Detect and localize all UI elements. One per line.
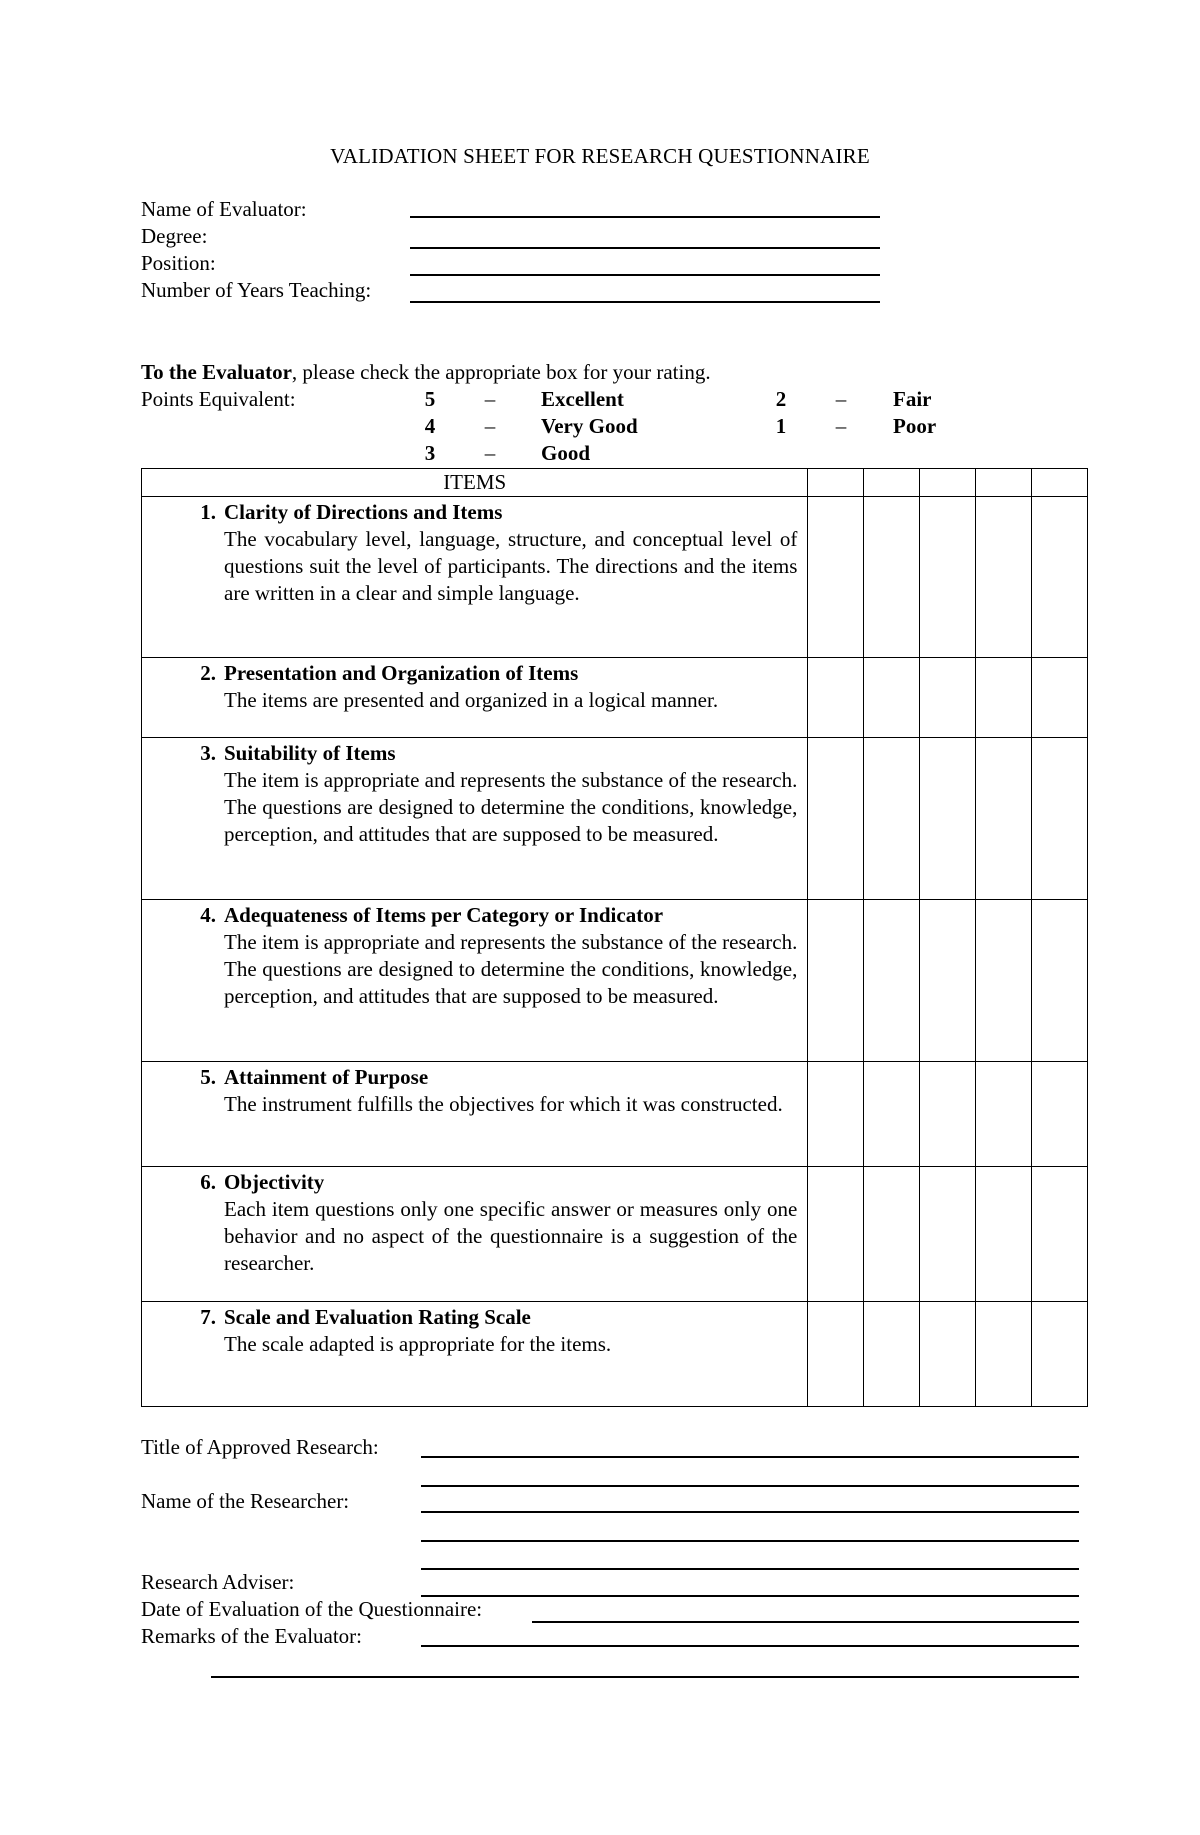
rating-checkbox[interactable] <box>920 738 976 900</box>
position-label: Position: <box>141 251 216 275</box>
rating-checkbox[interactable] <box>1032 658 1088 738</box>
rating-checkbox[interactable] <box>808 1167 864 1302</box>
rating-checkbox[interactable] <box>864 658 920 738</box>
item-description: The instrument fulfills the objectives for which it was constructed. <box>224 1092 783 1116</box>
research-adviser-field[interactable] <box>421 1595 1079 1597</box>
item-description: The item is appropriate and represents the substance of the research. The questions are designed to determine the conditions, knowledge, perception, and attitudes that are supposed to be measured. <box>224 768 798 846</box>
item-cell <box>142 1062 808 1167</box>
item-cell <box>142 658 808 738</box>
table-row <box>142 1302 1088 1407</box>
item-number: 3. <box>200 741 216 765</box>
points-label: Points Equivalent: <box>141 387 296 411</box>
item-number: 1. <box>200 500 216 524</box>
rating-checkbox[interactable] <box>864 497 920 658</box>
years-teaching-field[interactable] <box>410 301 880 303</box>
instructions-text <box>141 359 711 386</box>
point-dash: – <box>484 387 496 411</box>
point-value: 3 <box>424 441 436 465</box>
researcher-name-label: Name of the Researcher: <box>141 1489 350 1513</box>
point-dash: – <box>484 414 496 438</box>
rating-checkbox[interactable] <box>808 1062 864 1167</box>
point-value: 1 <box>775 414 787 438</box>
rating-checkbox[interactable] <box>920 497 976 658</box>
research-title-label: Title of Approved Research: <box>141 1435 379 1459</box>
rating-checkbox[interactable] <box>864 900 920 1062</box>
point-word: Fair <box>893 387 932 411</box>
position-field[interactable] <box>410 274 880 276</box>
evaluator-remarks-field-line-2[interactable] <box>211 1676 1079 1678</box>
evaluation-date-label: Date of Evaluation of the Questionnaire: <box>141 1597 483 1621</box>
evaluator-name-label: Name of Evaluator: <box>141 197 307 221</box>
item-number: 4. <box>200 903 216 927</box>
rating-checkbox[interactable] <box>920 900 976 1062</box>
rating-checkbox[interactable] <box>976 1167 1032 1302</box>
table-row <box>142 738 1088 900</box>
table-row <box>142 658 1088 738</box>
item-title: Scale and Evaluation Rating Scale <box>224 1305 531 1329</box>
rating-checkbox[interactable] <box>1032 497 1088 658</box>
point-word: Excellent <box>541 387 624 411</box>
rating-checkbox[interactable] <box>1032 738 1088 900</box>
item-title: Attainment of Purpose <box>224 1065 429 1089</box>
years-teaching-label: Number of Years Teaching: <box>141 278 372 302</box>
rating-column-header <box>976 469 1032 497</box>
table-row <box>142 1062 1088 1167</box>
items-header: ITEMS <box>142 469 808 497</box>
research-title-field[interactable] <box>421 1456 1079 1458</box>
item-cell <box>142 1302 808 1407</box>
item-title: Adequateness of Items per Category or Indicator <box>224 903 664 927</box>
rating-column-header <box>808 469 864 497</box>
rating-checkbox[interactable] <box>976 658 1032 738</box>
point-value: 2 <box>775 387 787 411</box>
evaluator-remarks-label: Remarks of the Evaluator: <box>141 1624 363 1648</box>
instructions-lead: To the Evaluator <box>141 360 292 384</box>
degree-label: Degree: <box>141 224 208 248</box>
point-word: Very Good <box>541 414 638 438</box>
rating-checkbox[interactable] <box>920 1167 976 1302</box>
rating-checkbox[interactable] <box>808 497 864 658</box>
item-title: Suitability of Items <box>224 741 396 765</box>
rating-checkbox[interactable] <box>920 658 976 738</box>
researcher-name-field-line-3[interactable] <box>421 1568 1079 1570</box>
evaluation-date-field[interactable] <box>532 1621 1079 1623</box>
page-title: VALIDATION SHEET FOR RESEARCH QUESTIONNAIRE <box>330 144 870 168</box>
item-cell <box>142 1167 808 1302</box>
research-adviser-label: Research Adviser: <box>141 1570 295 1594</box>
evaluator-remarks-field[interactable] <box>421 1645 1079 1647</box>
researcher-name-field-line-2[interactable] <box>421 1540 1079 1542</box>
evaluator-name-field[interactable] <box>410 216 880 218</box>
researcher-name-field[interactable] <box>421 1511 1079 1513</box>
rating-checkbox[interactable] <box>1032 1167 1088 1302</box>
item-title: Objectivity <box>224 1170 325 1194</box>
research-title-field-line-2[interactable] <box>421 1485 1079 1487</box>
point-word: Good <box>541 441 591 465</box>
rating-checkbox[interactable] <box>1032 900 1088 1062</box>
rating-column-header <box>864 469 920 497</box>
rating-checkbox[interactable] <box>864 1302 920 1407</box>
table-row <box>142 497 1088 658</box>
rating-checkbox[interactable] <box>976 1302 1032 1407</box>
rating-checkbox[interactable] <box>920 1062 976 1167</box>
rating-checkbox[interactable] <box>808 658 864 738</box>
item-description: The items are presented and organized in a logical manner. <box>224 688 719 712</box>
rating-checkbox[interactable] <box>808 1302 864 1407</box>
item-cell <box>142 738 808 900</box>
rating-checkbox[interactable] <box>920 1302 976 1407</box>
rating-checkbox[interactable] <box>864 738 920 900</box>
rating-checkbox[interactable] <box>1032 1062 1088 1167</box>
rating-checkbox[interactable] <box>976 738 1032 900</box>
item-number: 6. <box>200 1170 216 1194</box>
rating-column-header <box>1032 469 1088 497</box>
instructions-rest: , please check the appropriate box for your rating. <box>291 360 711 384</box>
table-row <box>142 1167 1088 1302</box>
item-description: The scale adapted is appropriate for the items. <box>224 1332 612 1356</box>
item-number: 2. <box>200 661 216 685</box>
item-description: Each item questions only one specific answer or measures only one behavior and no aspect of the questionnaire is a suggestion of the researcher. <box>224 1197 798 1275</box>
item-title: Presentation and Organization of Items <box>224 661 579 685</box>
rating-checkbox[interactable] <box>976 900 1032 1062</box>
table-row <box>142 900 1088 1062</box>
point-dash: – <box>835 414 847 438</box>
rating-checkbox[interactable] <box>1032 1302 1088 1407</box>
degree-field[interactable] <box>410 247 880 249</box>
item-cell <box>142 497 808 658</box>
item-number: 7. <box>200 1305 216 1329</box>
rating-checkbox[interactable] <box>976 1062 1032 1167</box>
rating-checkbox[interactable] <box>808 900 864 1062</box>
rating-checkbox[interactable] <box>976 497 1032 658</box>
item-description: The item is appropriate and represents the substance of the research. The questions are designed to determine the conditions, knowledge, perception, and attitudes that are supposed to be measured. <box>224 930 798 1008</box>
rating-checkbox[interactable] <box>864 1062 920 1167</box>
point-value: 4 <box>424 414 436 438</box>
item-description: The vocabulary level, language, structure, and conceptual level of questions suit the level of participants. The directions and the items are written in a clear and simple language. <box>224 527 798 605</box>
point-value: 5 <box>424 387 436 411</box>
table-header-row <box>142 469 1088 497</box>
rating-column-header <box>920 469 976 497</box>
rating-table <box>141 468 1088 1407</box>
point-dash: – <box>484 441 496 465</box>
item-number: 5. <box>200 1065 216 1089</box>
rating-checkbox[interactable] <box>864 1167 920 1302</box>
rating-checkbox[interactable] <box>808 738 864 900</box>
item-cell <box>142 900 808 1062</box>
point-word: Poor <box>893 414 937 438</box>
point-dash: – <box>835 387 847 411</box>
item-title: Clarity of Directions and Items <box>224 500 503 524</box>
